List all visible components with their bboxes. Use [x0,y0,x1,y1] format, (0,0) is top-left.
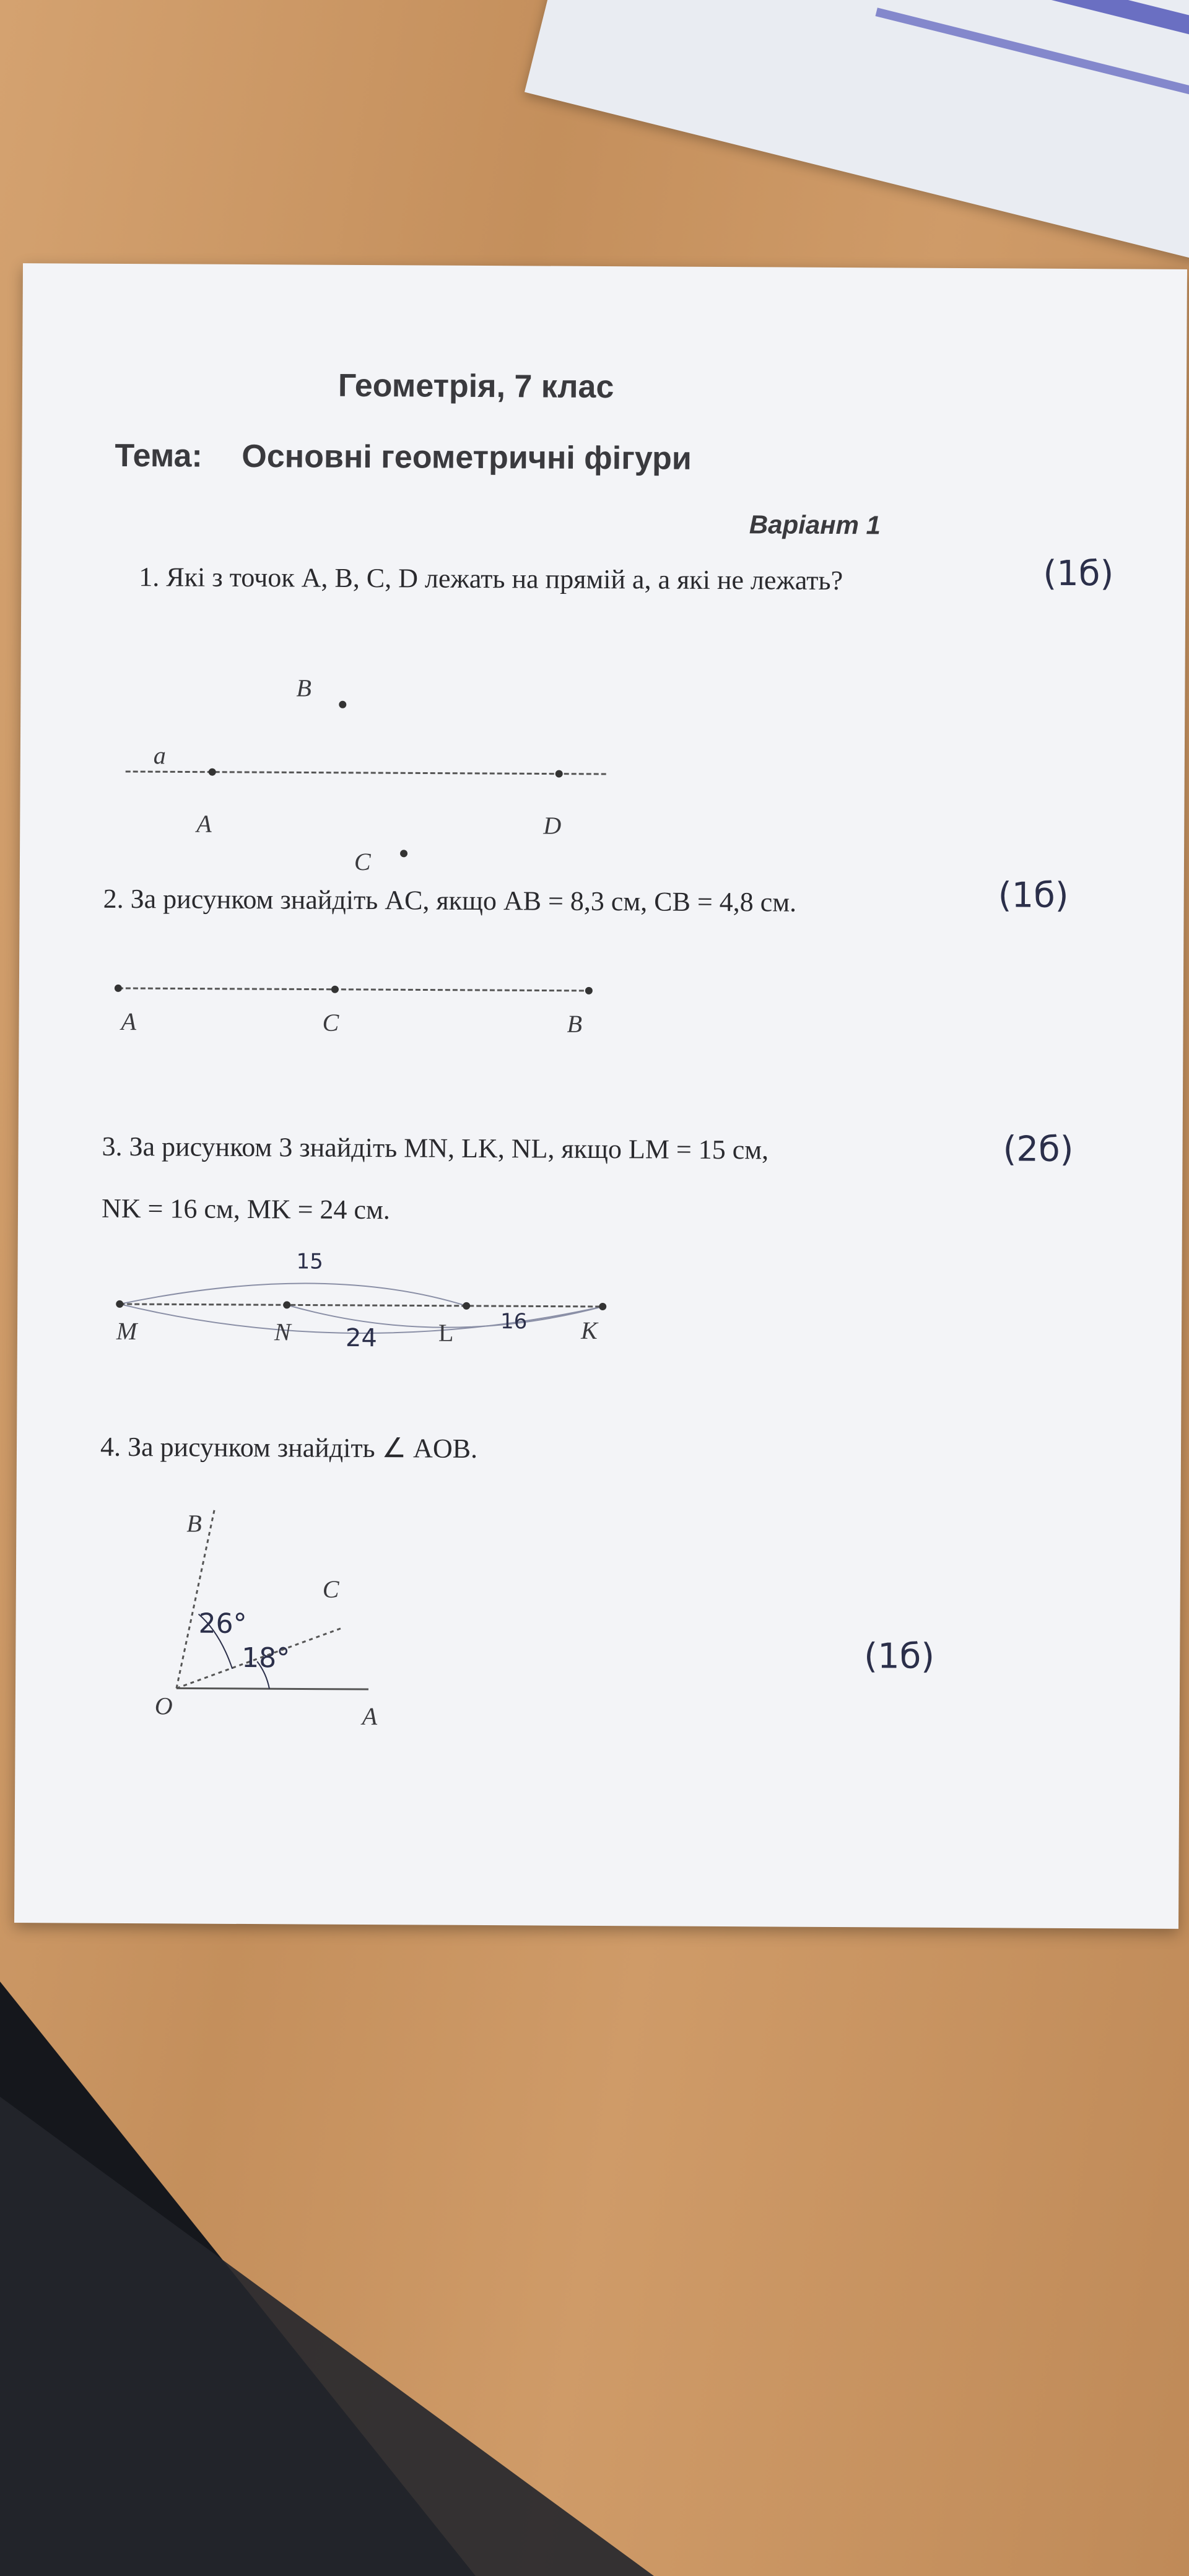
notebook-stripe [757,0,1189,61]
label-point-d: D [543,811,562,840]
label-point-c2: C [322,1008,339,1037]
question-3-text-line-1: 3. За рисунком 3 знайдіть MN, LK, NL, якщо LM = 15 см, [102,1131,769,1165]
question-1-score: (1б) [1043,553,1114,594]
point-n-dot [283,1301,290,1308]
line-a [126,772,609,774]
label-point-b2: B [567,1009,583,1038]
label-point-a2: A [121,1007,137,1036]
angle-label-26: 26° [198,1608,247,1640]
topic-label: Тема: [115,437,203,474]
handwritten-24: 24 [345,1323,377,1353]
point-b-dot [339,701,346,708]
arc-lm [120,1282,466,1306]
worksheet-paper [14,263,1187,1929]
question-4-score: (1б) [864,1636,935,1677]
point-b2-dot [585,987,593,994]
figure-1 [125,710,658,873]
figure-2 [118,982,614,1009]
label-point-l: L [438,1318,454,1347]
angle-label-18: 18° [242,1642,290,1674]
figure-4 [164,1502,425,1702]
question-4-text: 4. За рисунком знайдіть ∠ AOB. [100,1431,478,1464]
question-2-text: 2. За рисунком знайдіть AC, якщо AB = 8,3 см, CB = 4,8 см. [103,883,797,918]
notebook-stripe-2 [876,7,1189,121]
question-3-text-line-2: NK = 16 см, MK = 24 см. [101,1193,390,1225]
label-point-b4: B [186,1509,202,1538]
segment-mk [120,1304,603,1307]
point-c2-dot [331,986,339,993]
handwritten-16: 16 [500,1309,528,1334]
question-1-text: 1. Які з точок A, B, C, D лежать на прямій a, а які не лежать? [139,562,843,596]
label-point-m: M [116,1316,137,1346]
point-m-dot [116,1300,123,1308]
point-a-dot [209,768,216,776]
worksheet-title: Геометрія, 7 клас [338,367,614,406]
point-d-dot [555,770,563,778]
handwritten-15: 15 [296,1249,323,1274]
label-point-a: A [196,809,212,838]
point-l-dot [463,1302,470,1310]
segment-ab [118,988,589,991]
point-k-dot [599,1303,606,1310]
ray-oa [176,1688,368,1689]
label-point-c: C [354,847,371,876]
question-2-score: (1б) [998,875,1069,916]
label-line-a: a [153,741,166,770]
label-point-c4: C [322,1575,339,1603]
point-a2-dot [115,985,122,992]
point-c-dot [400,850,407,857]
label-point-a4: A [362,1702,378,1731]
label-point-n: N [274,1318,291,1346]
topic-text: Основні геометричні фігури [242,438,692,477]
label-point-b: B [296,674,311,702]
question-3-score: (2б) [1003,1129,1074,1170]
variant-label: Варіант 1 [749,510,881,540]
label-point-o: O [154,1692,173,1720]
label-point-k: K [580,1316,598,1344]
